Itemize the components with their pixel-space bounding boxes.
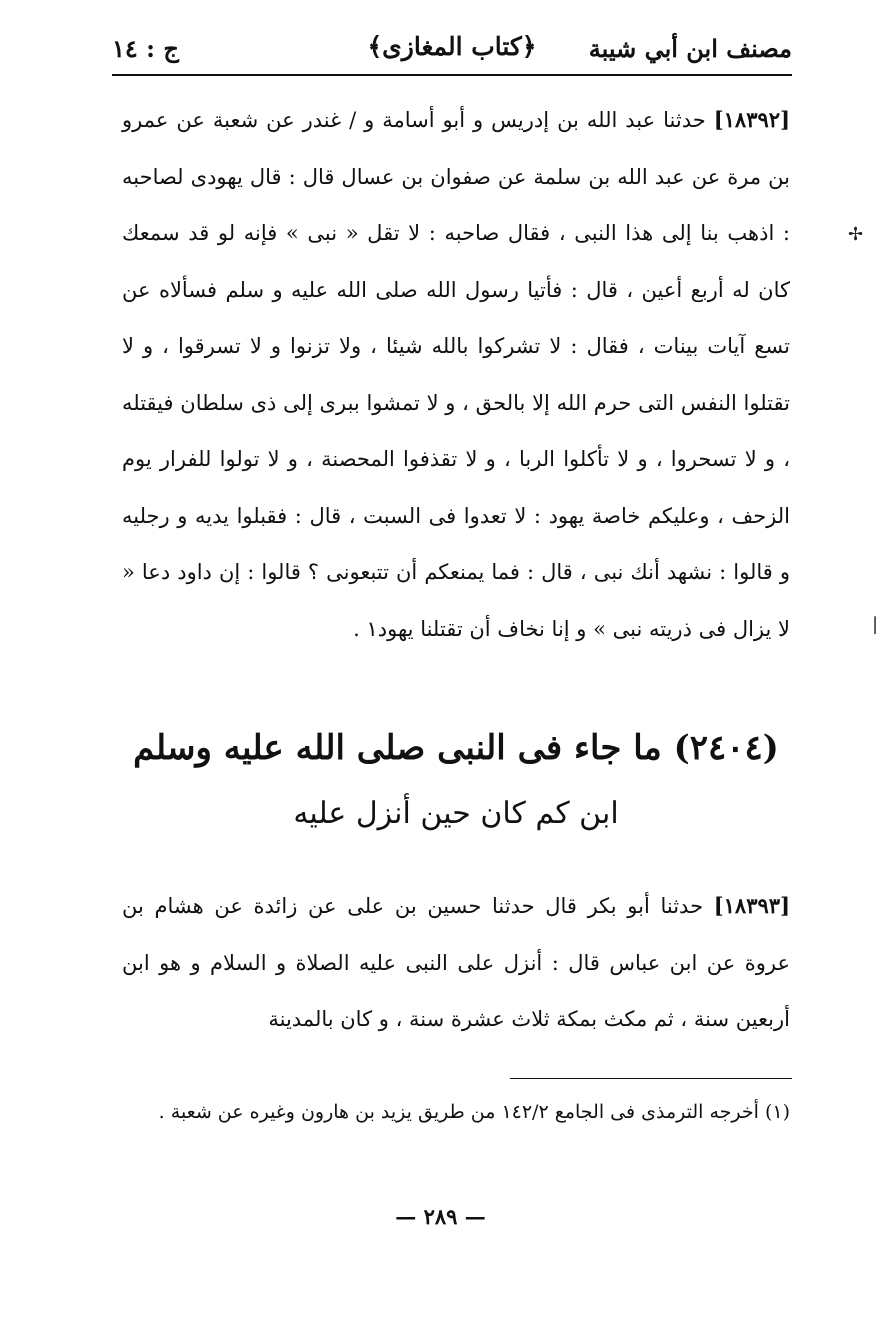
hadith-entry — [122, 92, 790, 657]
page-number: — ٢٨٩ — — [395, 1204, 486, 1229]
section-subtitle: ابن كم كان حين أنزل عليه — [293, 796, 619, 831]
book-title: مصنف ابن أبي شيبة — [588, 34, 792, 63]
hadith-number: [١٨٣٩٢] — [713, 107, 790, 132]
section-title: (٢٤٠٤) ما جاء فى النبى صلى الله عليه وسلم — [133, 728, 779, 768]
header-rule — [112, 74, 792, 76]
margin-tick-mark: | — [872, 614, 879, 635]
hadith-number: [١٨٣٩٣] — [713, 893, 790, 918]
margin-star-mark: ✢ — [848, 224, 864, 245]
chapter-title: ﴿كتاب المغازى﴾ — [367, 32, 537, 61]
footnote-rule — [510, 1078, 792, 1079]
volume-number: ج : ١٤ — [112, 34, 179, 63]
hadith-entry — [122, 878, 790, 1048]
hadith-text: حدثنا أبو بكر قال حدثنا حسين بن على عن زائدة عن هشام بن عروة عن ابن عباس قال : أنزل على النبى عليه الصلاة و السلام و هو ابن أربعين سنة ، ثم مكث بمكة ثلاث عشرة سنة ، و كان بالمدينة — [122, 894, 790, 1031]
page-header — [112, 30, 792, 76]
footnote: (١) أخرجه الترمذى فى الجامع ١٤٢/٢ من طريق يزيد بن هارون وغيره عن شعبة . — [158, 1101, 790, 1123]
hadith-text: حدثنا عبد الله بن إدريس و أبو أسامة و / غندر عن شعبة عن عمرو بن مرة عن عبد الله بن سلمة عن صفوان بن عسال قال : قال يهودى لصاحبه : اذهب بنا إلى هذا النبى ، فقال صاحبه : لا تقل « نبى » فإنه لو قد سمعك كان له أربع أعين ، قال : فأتيا رسول الله صلى الله عليه و سلم فسألاه عن تسع آيات بينات ، فقال : لا تشركوا بالله شيئا ، ولا تزنوا و لا تسرقوا ، و لا تقتلوا النفس التى حرم الله إلا بالحق ، و لا تمشوا ببرى إلى ذى سلطان فيقتله ، و لا تسحروا ، و لا تأكلوا الربا ، و لا تقذفوا المحصنة ، و لا تولوا للفرار يوم الزحف ، وعليكم خاصة يهود : لا تعدوا فى السبت ، قال : فقبلوا يديه و رجليه و قالوا : نشهد أنك نبى ، قال : فما يمنعكم أن تتبعونى ؟ قالوا : إن داود دعا « لا يزال فى ذريته نبى » و إنا نخاف أن تقتلنا يهود١ . — [122, 108, 790, 641]
